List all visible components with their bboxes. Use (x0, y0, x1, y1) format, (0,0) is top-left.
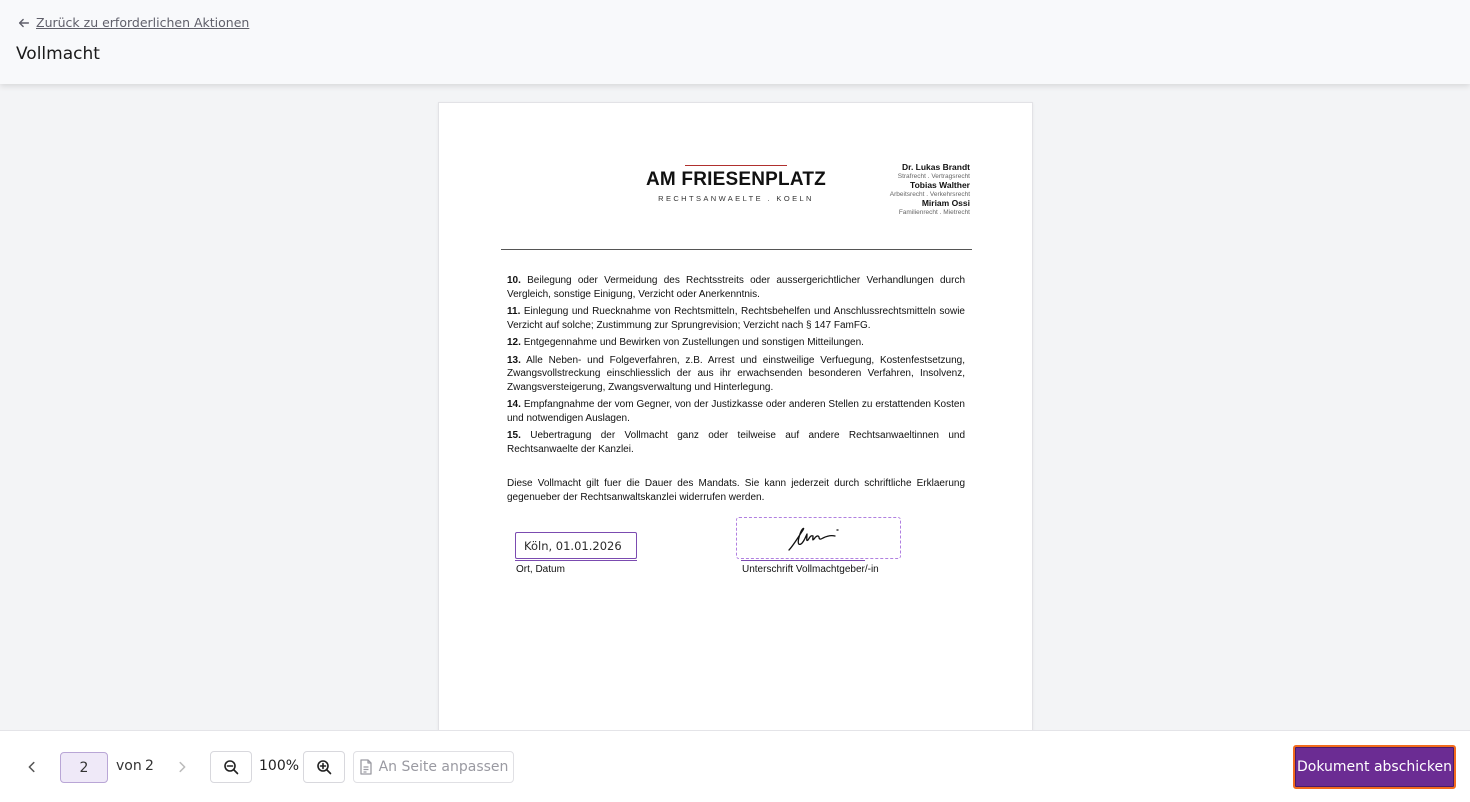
page-title: Vollmacht (16, 44, 100, 64)
lawyer-name: Dr. Lukas Brandt (901, 162, 970, 172)
back-link[interactable] (17, 15, 249, 30)
clause-text: Einlegung und Ruecknahme von Rechtsmitteln, Rechtsbehelfen und Anschlussrechtsmitteln sowie Verzicht auf solche; Zustimmung zur Sprungrevision; Verzicht nach § 147 FamFG. (507, 306, 965, 331)
zoom-level: 100% (259, 758, 300, 774)
place-date-label: Ort, Datum (516, 564, 565, 575)
fit-to-page-button[interactable] (353, 751, 514, 783)
document-viewer[interactable] (0, 84, 1470, 730)
zoom-in-button[interactable] (303, 751, 345, 783)
page-number-input[interactable] (60, 752, 108, 783)
clause-text: Empfangnahme der vom Gegner, von der Justizkasse oder anderen Stellen zu erstattenden Kosten und notwendigen Auslagen. (507, 399, 965, 424)
clause-item (507, 398, 965, 425)
zoom-out-button[interactable] (210, 751, 252, 783)
logo-subtitle: RECHTSANWAELTE . KOELN (658, 194, 814, 203)
lawyer-name: Tobias Walther (910, 180, 970, 191)
signature-label: Unterschrift Vollmachtgeber/-in (742, 564, 879, 575)
page-of-label: von (116, 758, 142, 774)
lawyer-area: Arbeitsrecht . Verkehrsrecht (889, 191, 970, 198)
clause-item (507, 354, 965, 395)
clause-text: Uebertragung der Vollmacht ganz oder teilweise auf andere Rechtsanwaeltinnen und Rechtsanwaelte der Kanzlei. (507, 430, 966, 455)
document-page (438, 102, 1033, 730)
logo-rule (685, 165, 787, 166)
clause-number: 10. (507, 275, 521, 286)
zoom-in-icon (316, 759, 332, 775)
submit-document-button[interactable]: Dokument abschicken (1293, 745, 1456, 789)
clause-item (507, 305, 965, 332)
signature-field[interactable] (736, 517, 901, 559)
clause-number: 12. (507, 337, 521, 348)
firm-logo (646, 165, 826, 203)
next-page-button[interactable] (170, 753, 194, 781)
clause-number: 11. (507, 306, 521, 317)
clause-item (507, 274, 965, 301)
header-divider (501, 249, 972, 250)
zoom-out-icon (223, 759, 239, 775)
clause-number: 14. (507, 399, 521, 410)
lawyer-area: Strafrecht . Vertragsrecht (897, 172, 970, 180)
clause-text: Beilegung oder Vermeidung des Rechtsstreits oder aussergerichtlicher Verhandlungen durch Vergleich, sonstige Einigung, Verzicht oder Anerkenntnis. (507, 275, 966, 300)
total-pages: 2 (145, 758, 154, 774)
place-date-field[interactable]: Köln, 01.01.2026 (515, 532, 637, 559)
back-link-label: Zurück zu erforderlichen Aktionen (36, 15, 250, 30)
clause-item (507, 336, 965, 350)
signature-underline (741, 560, 865, 561)
lawyer-list (890, 163, 970, 218)
clause-number: 13. (507, 354, 521, 366)
lawyer-area: Familienrecht . Mietrecht (898, 209, 970, 217)
clause-text: Alle Neben- und Folgeverfahren, z.B. Arrest und einstweilige Verfuegung, Kostenfestsetzung, Zwangsvollstreckung einschliesslich der aus ihr erwachsenden besonderen Verfahren, Insolvenz, Zwangsversteigerung, Zwangsverwaltung und Hinterlegung. (507, 354, 965, 393)
chevron-left-icon (25, 760, 39, 774)
lawyer-name: Miriam Ossi (921, 198, 970, 209)
arrow-left-icon (17, 16, 31, 30)
signature-image (785, 524, 841, 554)
date-underline (515, 560, 637, 561)
previous-page-button[interactable] (20, 753, 44, 781)
logo-title: AM FRIESENPLATZ (646, 169, 826, 190)
clause-number: 15. (507, 430, 521, 441)
fit-to-page-label: An Seite anpassen (378, 759, 509, 775)
clause-item (507, 429, 965, 456)
clause-text: Entgegennahme und Bewirken von Zustellungen und sonstigen Mitteilungen. (523, 337, 864, 348)
closing-paragraph: Diese Vollmacht gilt fuer die Dauer des Mandats. Sie kann jederzeit durch schriftliche Erklaerung gegenueber der Rechtsanwaltskanzlei widerrufen werden. (507, 478, 965, 503)
clause-list (507, 274, 965, 460)
chevron-right-icon (175, 760, 189, 774)
document-icon (359, 759, 373, 775)
page-header (0, 0, 1470, 84)
viewer-toolbar (0, 730, 1470, 802)
